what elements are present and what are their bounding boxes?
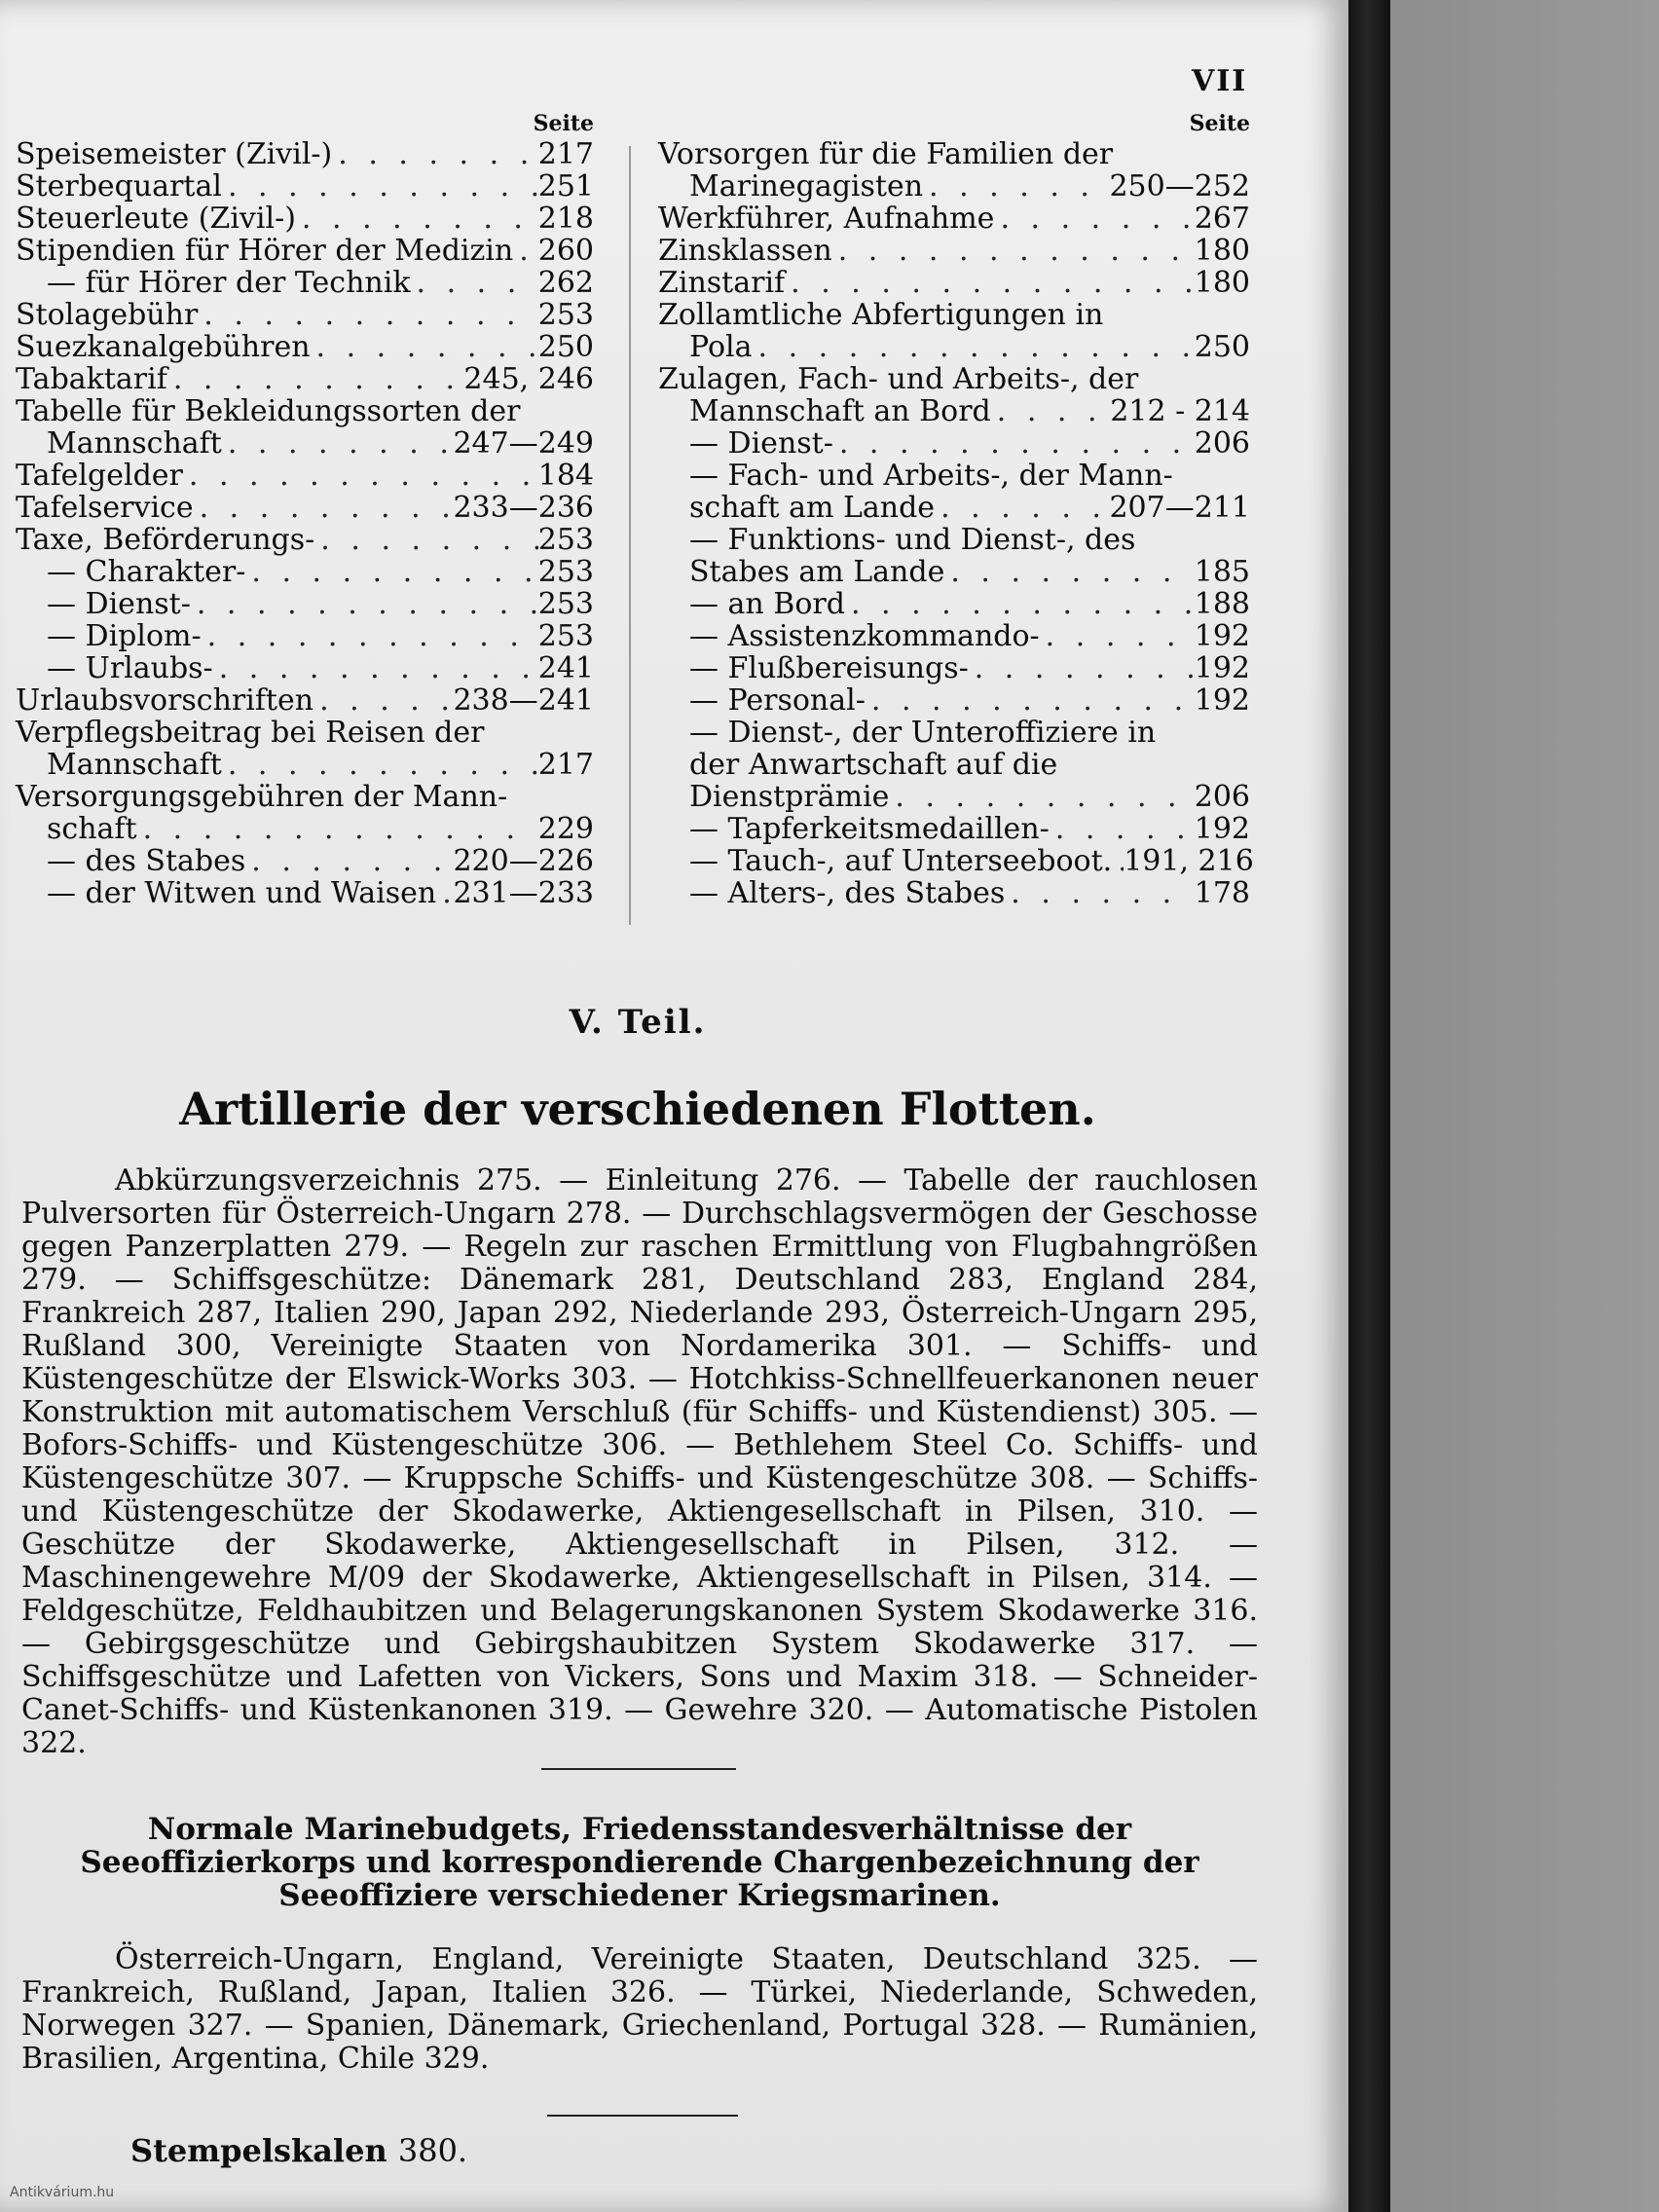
index-entry-term: der Anwartschaft auf die	[689, 748, 1058, 782]
index-entry	[16, 170, 594, 203]
index-entry	[658, 652, 1250, 684]
index-entry	[658, 492, 1250, 524]
leader-dots	[191, 588, 538, 620]
index-entry-term: Zinsklassen	[658, 234, 832, 268]
index-entry	[16, 556, 594, 588]
seite-header: Seite	[1189, 111, 1250, 136]
index-entry	[16, 363, 594, 395]
budget-heading: Normale Marinebudgets, Friedensstandesverhältnisse der Seeoffizierkorps und korrespondierende Chargenbezeichnung der Seeoffiziere verschiedener Kriegsmarinen.	[80, 1812, 1199, 1913]
index-entry	[658, 877, 1250, 909]
index-entry-page: 188	[1194, 587, 1250, 621]
book-spine	[1344, 0, 1390, 2212]
index-entry-term: Mannschaft	[47, 426, 222, 461]
index-entry	[16, 395, 594, 427]
index-entry-term: — Dienst-	[689, 426, 833, 461]
index-entry-page: 267	[1194, 202, 1250, 236]
index-entry-term: — an Bord	[689, 587, 845, 621]
index-entry	[658, 395, 1250, 427]
index-entry	[16, 652, 594, 684]
index-entry	[16, 813, 594, 845]
index-entry-term: — Diplom-	[47, 619, 202, 653]
index-entry-page: 253	[537, 555, 594, 589]
index-entry-page: 229	[537, 812, 594, 846]
index-entry	[16, 492, 594, 524]
index-entry-page: 180	[1194, 234, 1250, 268]
index-entry	[16, 138, 594, 170]
leader-dots	[222, 427, 454, 460]
index-entry	[16, 299, 594, 331]
index-entry	[658, 749, 1250, 781]
index-entry-page: 192	[1194, 683, 1250, 718]
index-entry-page: 192	[1194, 812, 1250, 846]
index-entry	[658, 717, 1250, 749]
leader-dots	[198, 299, 537, 331]
index-entry-page: 212 - 214	[1110, 394, 1250, 428]
leader-dots	[222, 170, 538, 203]
leader-dots	[513, 235, 538, 267]
index-entry-term: — Urlaubs-	[47, 651, 213, 685]
leader-dots	[245, 845, 453, 877]
leader-dots	[296, 203, 538, 235]
index-entry	[16, 427, 594, 460]
index-entry-term: — Charakter-	[47, 555, 246, 589]
index-entry-term: — Dienst-, der Unteroffiziere in	[689, 716, 1157, 750]
index-entry-term: — Personal-	[689, 683, 866, 718]
leader-dots	[923, 170, 1109, 203]
index-entry-term: Taxe, Beförderungs-	[16, 523, 315, 557]
artillery-contents-paragraph: Abkürzungsverzeichnis 275. — Einleitung 276. — Tabelle der rauchlosen Pulversorten für Österreich-Ungarn 278. — Durchschlagsvermögen der Geschosse gegen Panzerplatten 279. — Regeln zur raschen Ermittlung von Flugbahngrößen 279. — Schiffsgeschütze: Dänemark 281, Deutschland 283, England 284, Frankreich 287, Italien 290, Japan 292, Niederlande 293, Österreich-Ungarn 295, Rußland 300, Vereinigte Staaten von Nordamerika 301. — Schiffs- und Küstengeschütze der Elswick-Works 303. — Hotchkiss-Schnellfeuerkanonen neuer Konstruktion mit automatischem Verschluß (für Schiffs- und Küstendienst) 305. — Bofors-Schiffs- und Küstengeschütze 306. — Bethlehem Steel Co. Schiffs- und Küstengeschütze 307. — Kruppsche Schiffs- und Küstengeschütze 308. — Schiffs- und Küstengeschütze der Skodawerke, Aktiengesellschaft in Pilsen, 310. — Geschütze der Skodawerke, Aktiengesellschaft in Pilsen, 312. — Maschinengewehre M/09 der Skodawerke, Aktiengesellschaft in Pilsen, 314. — Feldgeschütze, Feldhaubitzen und Belagerungskanonen System Skodawerke 316. — Gebirgsgeschütze und Gebirgshaubitzen System Skodawerke 317. — Schiffsgeschütze und Lafetten von Vickers, Sons und Maxim 318. — Schneider-Canet-Schiffs- und Küstenkanonen 319. — Gewehre 320. — Automatische Pistolen 322.	[21, 1163, 1258, 1760]
leader-dots	[167, 363, 464, 395]
index-entry-page: 217	[537, 137, 594, 171]
index-entry-term: schaft	[47, 812, 137, 846]
index-entry-page: 185	[1194, 555, 1250, 589]
leader-dots	[991, 395, 1111, 427]
index-entry-term: Mannschaft	[47, 748, 222, 782]
index-entry	[658, 138, 1250, 170]
leader-dots	[245, 556, 537, 588]
seite-header: Seite	[533, 111, 594, 136]
index-entry-term: Mannschaft an Bord	[689, 394, 991, 428]
index-entry-page: 184	[537, 459, 594, 493]
leader-dots	[411, 267, 538, 299]
index-entry-term: — Fach- und Arbeits-, der Mann-	[689, 459, 1173, 493]
leader-dots	[1005, 877, 1194, 909]
index-entry-term: — Flußbereisungs-	[689, 651, 969, 685]
stempel-page: 380.	[397, 2132, 468, 2169]
leader-dots	[202, 620, 538, 652]
column-divider	[629, 146, 631, 925]
index-entry-page: 251	[537, 169, 594, 203]
index-entry-page: 206	[1194, 426, 1250, 461]
index-entry	[16, 749, 594, 781]
leader-dots	[944, 556, 1194, 588]
index-entry-page: 250—252	[1109, 169, 1250, 203]
section-rule	[547, 2115, 738, 2117]
index-entry-page: 247—249	[453, 426, 594, 461]
index-entry-term: Pola	[689, 330, 753, 364]
index-entry-page: 262	[537, 266, 594, 300]
leader-dots	[845, 588, 1195, 620]
leader-dots	[436, 877, 453, 909]
index-column-right	[658, 109, 1254, 910]
index-entry	[16, 588, 594, 620]
index-entry-page: 260	[537, 234, 594, 268]
index-entry-term: Zinstarif	[658, 266, 786, 300]
index-entry-term: — für Hörer der Technik	[47, 266, 411, 300]
leader-dots	[969, 652, 1195, 684]
index-entry-page: 245, 246	[463, 362, 594, 396]
index-entry-term: Suezkanalgebühren	[16, 330, 311, 364]
index-entry-page: 178	[1194, 876, 1250, 910]
index-entry	[16, 235, 594, 267]
index-entry-term: Dienstprämie	[689, 780, 890, 814]
leader-dots	[866, 684, 1195, 717]
index-entry-term: — der Witwen und Waisen	[47, 876, 437, 910]
index-entry-page: 191, 216	[1124, 844, 1254, 878]
index-entry-term: — Alters-, des Stabes	[689, 876, 1006, 910]
index-entry-page: 206	[1194, 780, 1250, 814]
index-entry-page: 231—233	[453, 876, 594, 910]
leader-dots	[137, 813, 538, 845]
leader-dots	[332, 138, 537, 170]
leader-dots	[833, 427, 1195, 460]
index-entry-term: Werkführer, Aufnahme	[658, 202, 995, 236]
index-entry-term: Marinegagisten	[689, 169, 924, 203]
index-entry-term: Stipendien für Hörer der Medizin	[16, 234, 514, 268]
index-entry-term: — Tauch-, auf Unterseeboot.	[689, 844, 1113, 878]
index-entry-page: 238—241	[453, 683, 594, 718]
index-entry-term: Stabes am Lande	[689, 555, 945, 589]
index-entry-term: Tabelle für Bekleidungssorten der	[16, 394, 521, 428]
index-entry-page: 218	[537, 202, 594, 236]
index-entry-term: Urlaubsvorschriften	[16, 683, 314, 718]
index-entry	[658, 267, 1250, 299]
index-entry-term: Tabaktarif	[16, 362, 167, 396]
index-entry-page: 207—211	[1109, 491, 1250, 525]
leader-dots	[889, 781, 1194, 813]
leader-dots	[1112, 845, 1124, 877]
index-entry-page: 192	[1194, 619, 1250, 653]
watermark-text: Antikvárium.hu	[10, 2185, 115, 2200]
index-entry	[658, 331, 1250, 363]
index-entry	[16, 524, 594, 556]
index-entry	[658, 299, 1250, 331]
index-entry	[16, 620, 594, 652]
leader-dots	[994, 203, 1194, 235]
index-entry-page: 180	[1194, 266, 1250, 300]
index-entry	[16, 331, 594, 363]
index-entry-list	[16, 138, 594, 909]
index-entry-term: Steuerleute (Zivil-)	[16, 202, 296, 236]
leader-dots	[194, 492, 454, 524]
index-entry-term: — Funktions- und Dienst-, des	[689, 523, 1136, 557]
index-entry-page: 253	[537, 298, 594, 332]
index-entry-term: Zulagen, Fach- und Arbeits-, der	[658, 362, 1139, 396]
leader-dots	[1040, 620, 1195, 652]
leader-dots	[785, 267, 1195, 299]
index-entry-term: — des Stabes	[47, 844, 246, 878]
leader-dots	[222, 749, 538, 781]
index-entry-term: Stolagebühr	[16, 298, 199, 332]
index-entry-term: — Assistenzkommando-	[689, 619, 1040, 653]
index-entry	[658, 813, 1250, 845]
index-entry-term: Speisemeister (Zivil-)	[16, 137, 333, 171]
index-entry	[658, 556, 1250, 588]
index-entry-page: 253	[537, 619, 594, 653]
index-entry-list	[658, 137, 1254, 910]
index-entry-term: Sterbequartal	[16, 169, 222, 203]
part-title: V. Teil.	[569, 1003, 707, 1042]
index-entry	[16, 781, 594, 813]
leader-dots	[313, 684, 453, 717]
index-column-left	[16, 109, 594, 909]
index-entry-page: 253	[537, 587, 594, 621]
index-entry-term: schaft am Lande	[689, 491, 936, 525]
index-entry-term: Zollamtliche Abfertigungen in	[658, 298, 1104, 332]
index-entry	[658, 588, 1250, 620]
index-entry	[658, 460, 1250, 492]
index-entry	[16, 684, 594, 717]
index-entry-term: Versorgungsgebühren der Mann-	[16, 780, 508, 814]
index-entry	[16, 877, 594, 909]
index-entry-page: 192	[1194, 651, 1250, 685]
index-entry	[658, 170, 1250, 203]
leader-dots	[183, 460, 538, 492]
index-entry-term: Vorsorgen für die Familien der	[658, 137, 1114, 171]
index-entry-page: 241	[537, 651, 594, 685]
index-entry	[658, 844, 1254, 878]
index-entry-term: Verpflegsbeitrag bei Reisen der	[16, 716, 485, 750]
index-entry-page: 233—236	[453, 491, 594, 525]
index-entry-term: Tafelservice	[16, 491, 194, 525]
stempel-entry	[130, 2132, 467, 2169]
leader-dots	[314, 524, 537, 556]
index-entry-page: 217	[537, 748, 594, 782]
index-entry	[658, 203, 1250, 235]
leader-dots	[311, 331, 538, 363]
leader-dots	[753, 331, 1195, 363]
index-entry	[658, 620, 1250, 652]
leader-dots	[832, 235, 1195, 267]
leader-dots	[935, 492, 1109, 524]
index-entry	[658, 524, 1250, 556]
index-entry	[658, 427, 1250, 460]
leader-dots	[1050, 813, 1195, 845]
index-entry-page: 250	[1194, 330, 1250, 364]
index-entry	[16, 845, 594, 877]
index-entry-page: 250	[537, 330, 594, 364]
section-rule	[541, 1768, 736, 1770]
index-entry	[16, 203, 594, 235]
leader-dots	[213, 652, 538, 684]
index-entry	[16, 267, 594, 299]
index-entry	[658, 363, 1250, 395]
index-entry-page: 253	[537, 523, 594, 557]
index-entry	[658, 781, 1250, 813]
stempel-label: Stempelskalen	[130, 2132, 387, 2169]
page-number: VII	[1192, 64, 1248, 98]
index-entry-page: 220—226	[453, 844, 594, 878]
part-heading: Artillerie der verschiedenen Flotten.	[179, 1083, 1096, 1135]
budget-contents-paragraph: Österreich-Ungarn, England, Vereinigte Staaten, Deutschland 325. — Frankreich, Rußland, Japan, Italien 326. — Türkei, Niederlande, Schweden, Norwegen 327. — Spanien, Dänemark, Griechenland, Portugal 328. — Rumänien, Brasilien, Argentina, Chile 329.	[21, 1942, 1258, 2076]
index-entry	[16, 460, 594, 492]
index-entry	[658, 235, 1250, 267]
index-entry	[16, 717, 594, 749]
index-entry-term: — Tapferkeitsmedaillen-	[689, 812, 1050, 846]
index-entry-term: Tafelgelder	[16, 459, 183, 493]
index-entry	[658, 684, 1250, 717]
index-entry-term: — Dienst-	[47, 587, 191, 621]
